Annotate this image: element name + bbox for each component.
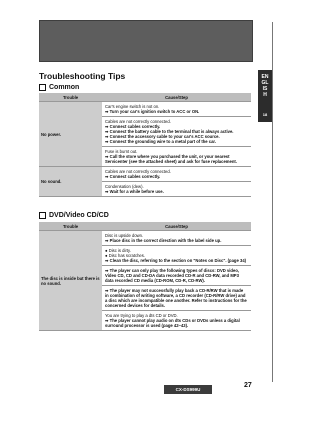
remedy-text: ➡ Call the store where you purchased the unit, or your nearest Servicenter (see the attached sheet) and ask for fuse replacement.: [105, 154, 237, 164]
header-banner: [39, 20, 253, 62]
remedy-text: ➡ Connect the battery cable to the terminal that is always active.: [105, 129, 234, 134]
trouble-cell: No sound.: [39, 167, 102, 197]
page-number: 27: [244, 382, 252, 389]
cause-cell: [102, 311, 251, 331]
remedy-text: ➡ Turn your car's ignition switch to ACC or ON.: [105, 109, 200, 114]
remedy-text: ➡ Connect the accessory cable to your car's ACC source.: [105, 134, 220, 139]
table-row: [39, 167, 251, 182]
section-common-label: Common: [49, 84, 80, 91]
dvd-table: [39, 222, 251, 331]
col-trouble: Trouble: [39, 222, 102, 231]
remedy-text: ➡ Connect the grounding wire to a metal part of the car.: [105, 139, 216, 144]
cause-text: Car's engine switch is not on.: [105, 104, 160, 109]
remedy-text: ➡ The player can only play the following types of discs: DVD video, Video CD, CD and CD-DA data recorded CD-R and CD-RW, and MP3 data recorded CD media (CD-ROM, CD-R, CD-RW).: [105, 268, 240, 283]
cause-text: Disc is upside down.: [105, 233, 144, 238]
remedy-text: ➡ The player cannot play audio on dts CDs or DVDs unless a digital surround processor is used (page 42~43).: [105, 318, 240, 328]
section-dvd-heading: [39, 212, 109, 219]
section-dvd-label: DVD/Video CD/CD: [49, 212, 109, 219]
remedy-text: ➡ Wait for a while before use.: [105, 189, 164, 194]
table-row: [39, 231, 251, 246]
common-table: [39, 93, 251, 197]
cause-cell: [102, 147, 251, 167]
remedy-text: ➡ Clean the disc, referring to the section on "Notes on Disc". (page 34): [105, 258, 247, 263]
table-row: [39, 102, 251, 117]
language-tab-label: ENGLISH: [261, 74, 269, 98]
cause-cell: [102, 246, 251, 266]
col-cause: Cause/Step: [102, 222, 251, 231]
section-common-heading: [39, 84, 79, 91]
cause-text: Cables are not correctly connected.: [105, 119, 171, 124]
side-divider: [272, 22, 273, 382]
cause-text: Fuse is burnt out.: [105, 149, 138, 154]
model-badge: CX-DS999U: [164, 385, 212, 394]
cause-text: ● Disc is dirty.: [105, 248, 131, 253]
cause-text: ● Disc has scratches.: [105, 253, 145, 258]
cause-text: Condensation (dew).: [105, 184, 144, 189]
cause-cell: [102, 231, 251, 246]
col-cause: Cause/Step: [102, 93, 251, 102]
trouble-cell: No power.: [39, 102, 102, 167]
cause-text: Cables are not correctly connected.: [105, 169, 171, 174]
cause-cell: [102, 167, 251, 182]
cause-cell: [102, 182, 251, 197]
remedy-text: ➡ Connect cables correctly.: [105, 124, 161, 129]
trouble-cell: The disc is inside but there is no sound.: [39, 231, 102, 331]
col-trouble: Trouble: [39, 93, 102, 102]
cause-cell: [102, 266, 251, 286]
cause-cell: [102, 117, 251, 147]
cause-text: You are trying to play a dts CD or DVD.: [105, 313, 178, 318]
remedy-text: ➡ Place disc in the correct direction with the label side up.: [105, 238, 222, 243]
page-title: Troubleshooting Tips: [39, 71, 126, 81]
cause-cell: [102, 102, 251, 117]
checkbox-square-icon: [39, 84, 46, 91]
remedy-text: ➡ Connect cables correctly.: [105, 174, 161, 179]
remedy-text: ➡ The player may not successfully play back a CD-R/RW that is made in combination of writing software, a CD recorder (CD-R/RW drive) and a disc which are incompatible one another. Refer to instructions for the concerned devices for details.: [105, 288, 247, 308]
cause-cell: [102, 286, 251, 311]
language-tab-page: 18: [262, 112, 268, 117]
checkbox-square-icon: [39, 212, 46, 219]
